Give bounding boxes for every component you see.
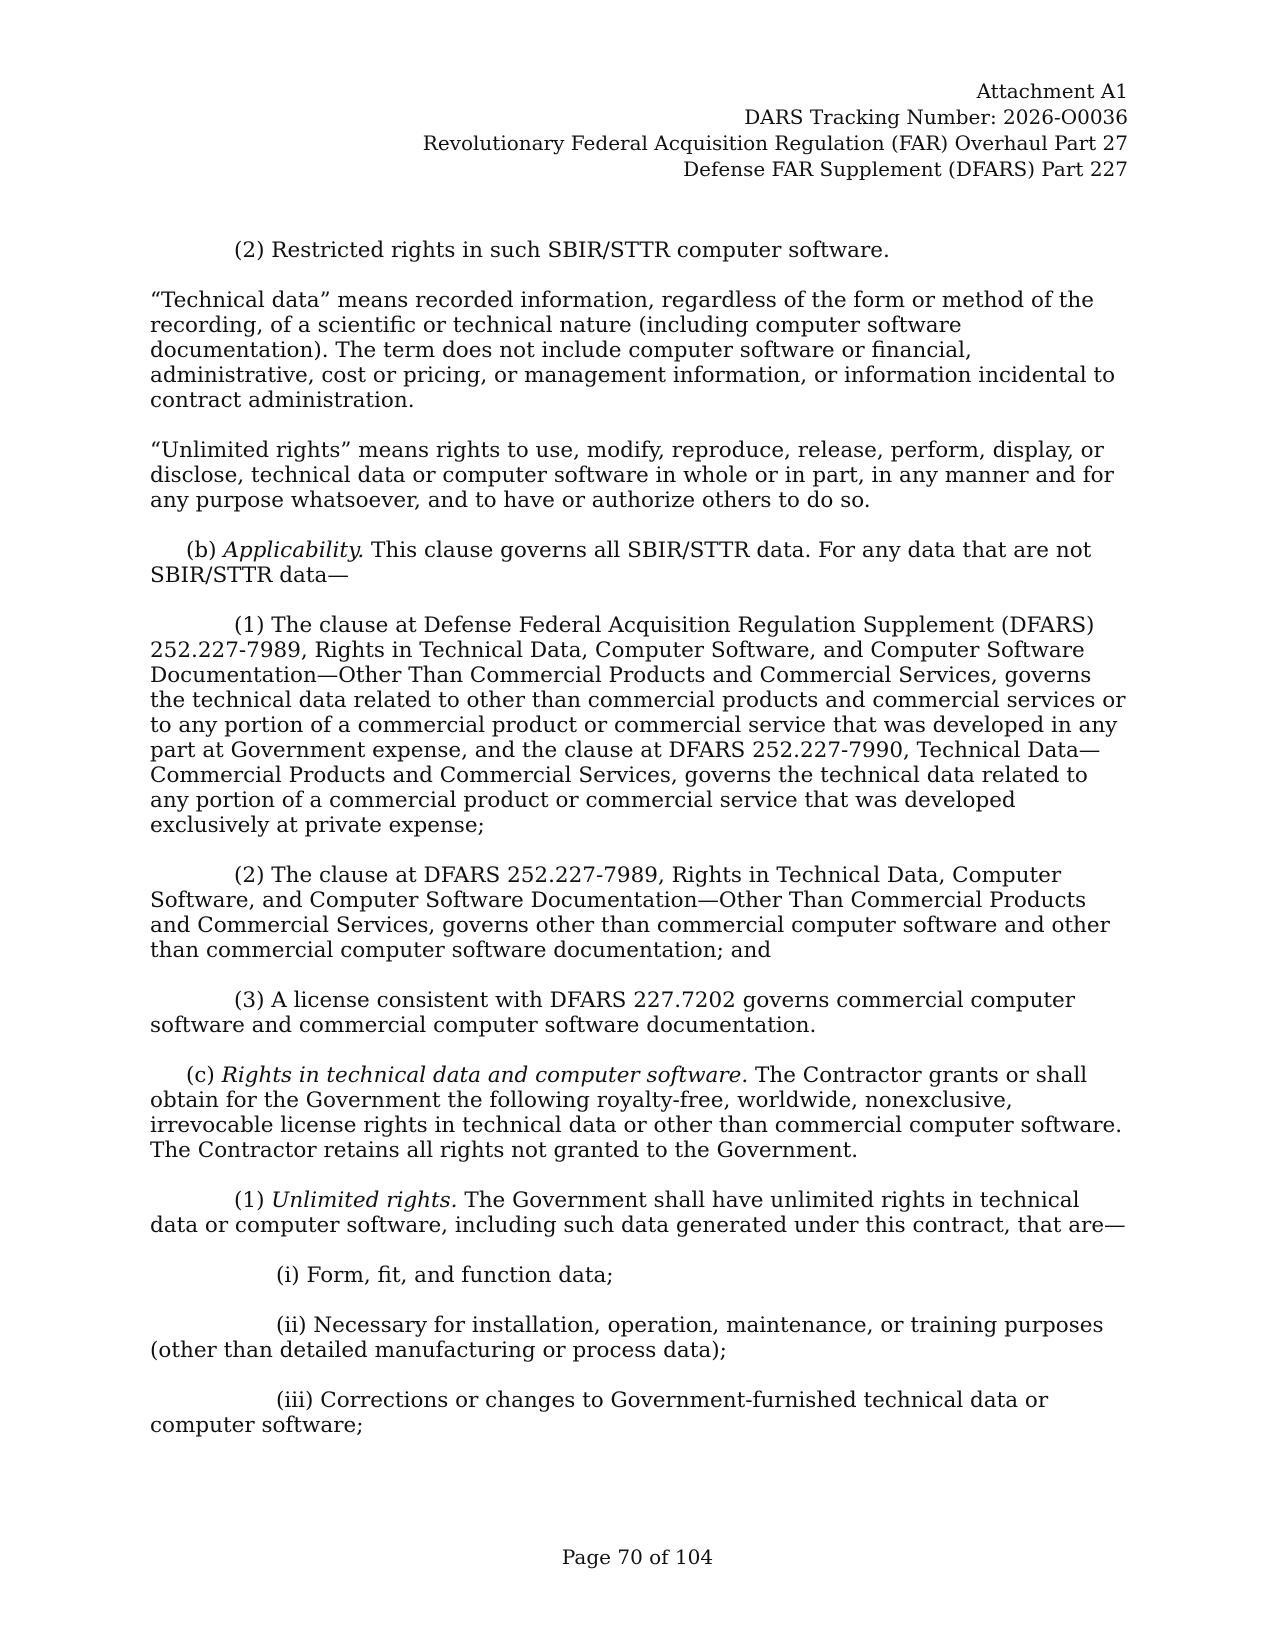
paragraph-heading: Rights in technical data and computer software. <box>221 1063 749 1088</box>
paragraph-b3: (3) A license consistent with DFARS 227.7202 governs commercial computer software and commercial computer software documentation. <box>150 988 1076 1038</box>
header-attachment: Attachment A1 <box>976 79 1128 103</box>
paragraph-text: The Government shall have unlimited rights in technical data or computer software, including such data generated under this contract, that are— <box>150 1188 1126 1238</box>
header-far-part: Revolutionary Federal Acquisition Regulation (FAR) Overhaul Part 27 <box>422 131 1128 155</box>
paragraph-label: (c) <box>186 1063 222 1088</box>
paragraph-text: The Contractor grants or shall obtain for the Government the following royalty-free, worldwide, nonexclusive, irrevocable license rights in technical data or other than commercial computer software. The Contractor retains all rights not granted to the Government. <box>150 1063 1123 1163</box>
header-tracking-number: DARS Tracking Number: 2026-O0036 <box>744 105 1128 129</box>
header-dfars-part: Defense FAR Supplement (DFARS) Part 227 <box>683 157 1128 181</box>
paragraph-heading: Applicability. <box>223 538 365 563</box>
paragraph-label: (b) <box>186 538 224 563</box>
paragraph-b2: (2) The clause at DFARS 252.227-7989, Rights in Technical Data, Computer Software, and Computer Software Documentation—Other Than Commercial Products and Commercial Services, governs other than commercial computer software and other than commercial computer software documentation; and <box>150 863 1110 963</box>
paragraph-rights-in-technical-data <box>150 1063 1130 1163</box>
paragraph-c1-i: (i) Form, fit, and function data; <box>276 1263 614 1288</box>
document-body <box>150 238 1130 1463</box>
paragraph-label: (1) <box>234 1188 272 1213</box>
page-number: Page 70 of 104 <box>561 1545 714 1569</box>
paragraph-applicability <box>150 538 1130 588</box>
page-header <box>423 78 1128 182</box>
paragraph-c1-iii: (iii) Corrections or changes to Government-furnished technical data or computer software; <box>150 1388 1049 1438</box>
paragraph-text: This clause governs all SBIR/STTR data. For any data that are not SBIR/STTR data— <box>150 538 1092 588</box>
paragraph-technical-data-definition: “Technical data” means recorded information, regardless of the form or method of the recording, of a scientific or technical nature (including computer software documentation). The term does not include computer software or financial, administrative, cost or pricing, or management information, or information incidental to contract administration. <box>150 288 1116 413</box>
paragraph-heading: Unlimited rights. <box>271 1188 458 1213</box>
paragraph-c1-unlimited-rights <box>150 1188 1130 1238</box>
paragraph-b1: (1) The clause at Defense Federal Acquisition Regulation Supplement (DFARS) 252.227-7989, Rights in Technical Data, Computer Software, and Computer Software Documentation—Other Than Commercial Products and Commercial Services, governs the technical data related to other than commercial products and commercial services or to any portion of a commercial product or commercial service that was developed in any part at Government expense, and the clause at DFARS 252.227-7990, Technical Data—Commercial Products and Commercial Services, governs the technical data related to any portion of a commercial product or commercial service that was developed exclusively at private expense; <box>150 613 1126 838</box>
paragraph-unlimited-rights-definition: “Unlimited rights” means rights to use, modify, reproduce, release, perform, display, or disclose, technical data or computer software in whole or in part, in any manner and for any purpose whatsoever, and to have or authorize others to do so. <box>150 438 1114 513</box>
paragraph-c1-ii: (ii) Necessary for installation, operation, maintenance, or training purposes (other than detailed manufacturing or process data); <box>150 1313 1104 1363</box>
paragraph-restricted-rights: (2) Restricted rights in such SBIR/STTR computer software. <box>234 238 890 263</box>
